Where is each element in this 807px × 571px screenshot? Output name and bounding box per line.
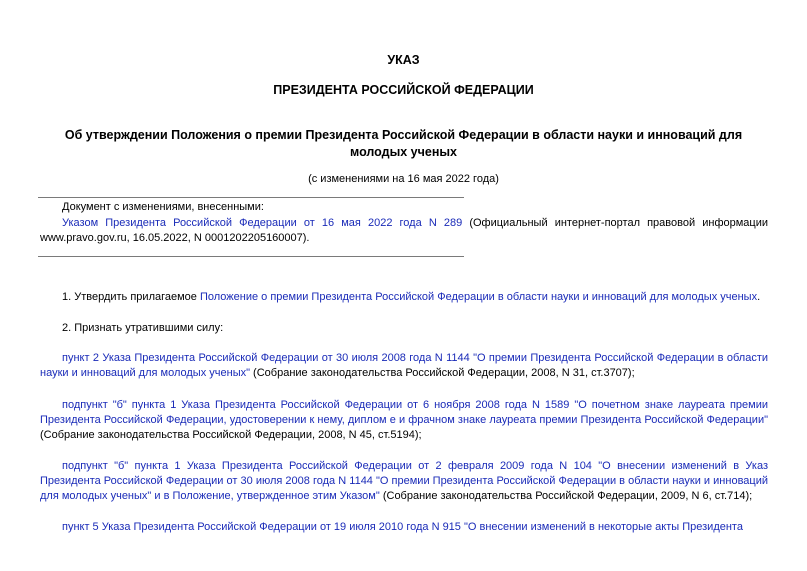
amendment-link[interactable]: Указом Президента Российской Федерации от 16 мая 2022 года N 289 (62, 217, 463, 229)
document-title: Об утверждении Положения о премии Президента Российской Федерации в области науки и инноваций для молодых ученых (64, 128, 743, 159)
list-item-source: (Собрание законодательства Российской Федерации, 2008, N 31, ст.3707); (250, 367, 635, 379)
regulation-link[interactable]: Положение о премии Президента Российской Федерации в области науки и инноваций для молодых ученых (199, 291, 758, 303)
amendment-intro: Документ с изменениями, внесенными: (62, 201, 264, 213)
repealed-act-link[interactable]: подпункт "б" пункта 1 Указа Президента Российской Федерации от 6 ноября 2008 года N 1589 "О почетном знаке лауреата премии Президента Российской Федерации, удостоверении к нему, диплом е и фрачном знаке лауреата премии Президента Российской Федерации" (40, 399, 768, 426)
list-item (40, 398, 768, 443)
list-item (40, 520, 768, 535)
repealed-act-link[interactable]: подпункт "б" пункта 1 Указа Президента Российской Федерации от 2 февраля 2009 года N 104 "О внесении изменений в Указ Президента Российской Федерации от 30 июля 2008 года N 1144 "О премии Президента Российской Федерации в области науки и инноваций для молодых ученых" и в Положение, утвержденное этим Указом" (40, 460, 768, 502)
list-item (40, 459, 768, 504)
paragraph-1 (40, 290, 768, 305)
list-item-source: (Собрание законодательства Российской Федерации, 2008, N 45, ст.5194); (40, 429, 422, 441)
revision-note: (с изменениями на 16 мая 2022 года) (308, 173, 499, 185)
doc-type-heading: УКАЗ (387, 53, 420, 67)
list-item-source: (Собрание законодательства Российской Федерации, 2009, N 6, ст.714); (379, 490, 753, 502)
paragraph-2: 2. Признать утратившими силу: (62, 322, 224, 334)
amendment-source: (Официальный интернет-портал правовой информации www.pravo.gov.ru, 16.05.2022, N 0001202205160007). (40, 217, 768, 244)
issuer-heading: ПРЕЗИДЕНТА РОССИЙСКОЙ ФЕДЕРАЦИИ (273, 83, 534, 97)
amendment-reference (40, 216, 768, 246)
repealed-act-link[interactable]: пункт 2 Указа Президента Российской Федерации от 30 июля 2008 года N 1144 "О премии Президента Российской Федерации в области науки и инноваций для молодых ученых" (40, 352, 768, 379)
paragraph-1-end: . (757, 291, 761, 303)
paragraph-1-text: 1. Утвердить прилагаемое (62, 291, 200, 303)
divider-bottom (38, 256, 464, 257)
divider-top (38, 197, 464, 198)
repealed-act-link[interactable]: пункт 5 Указа Президента Российской Федерации от 19 июля 2010 года N 915 "О внесении изменений в некоторые акты Президента (62, 521, 743, 533)
list-item (40, 351, 768, 381)
